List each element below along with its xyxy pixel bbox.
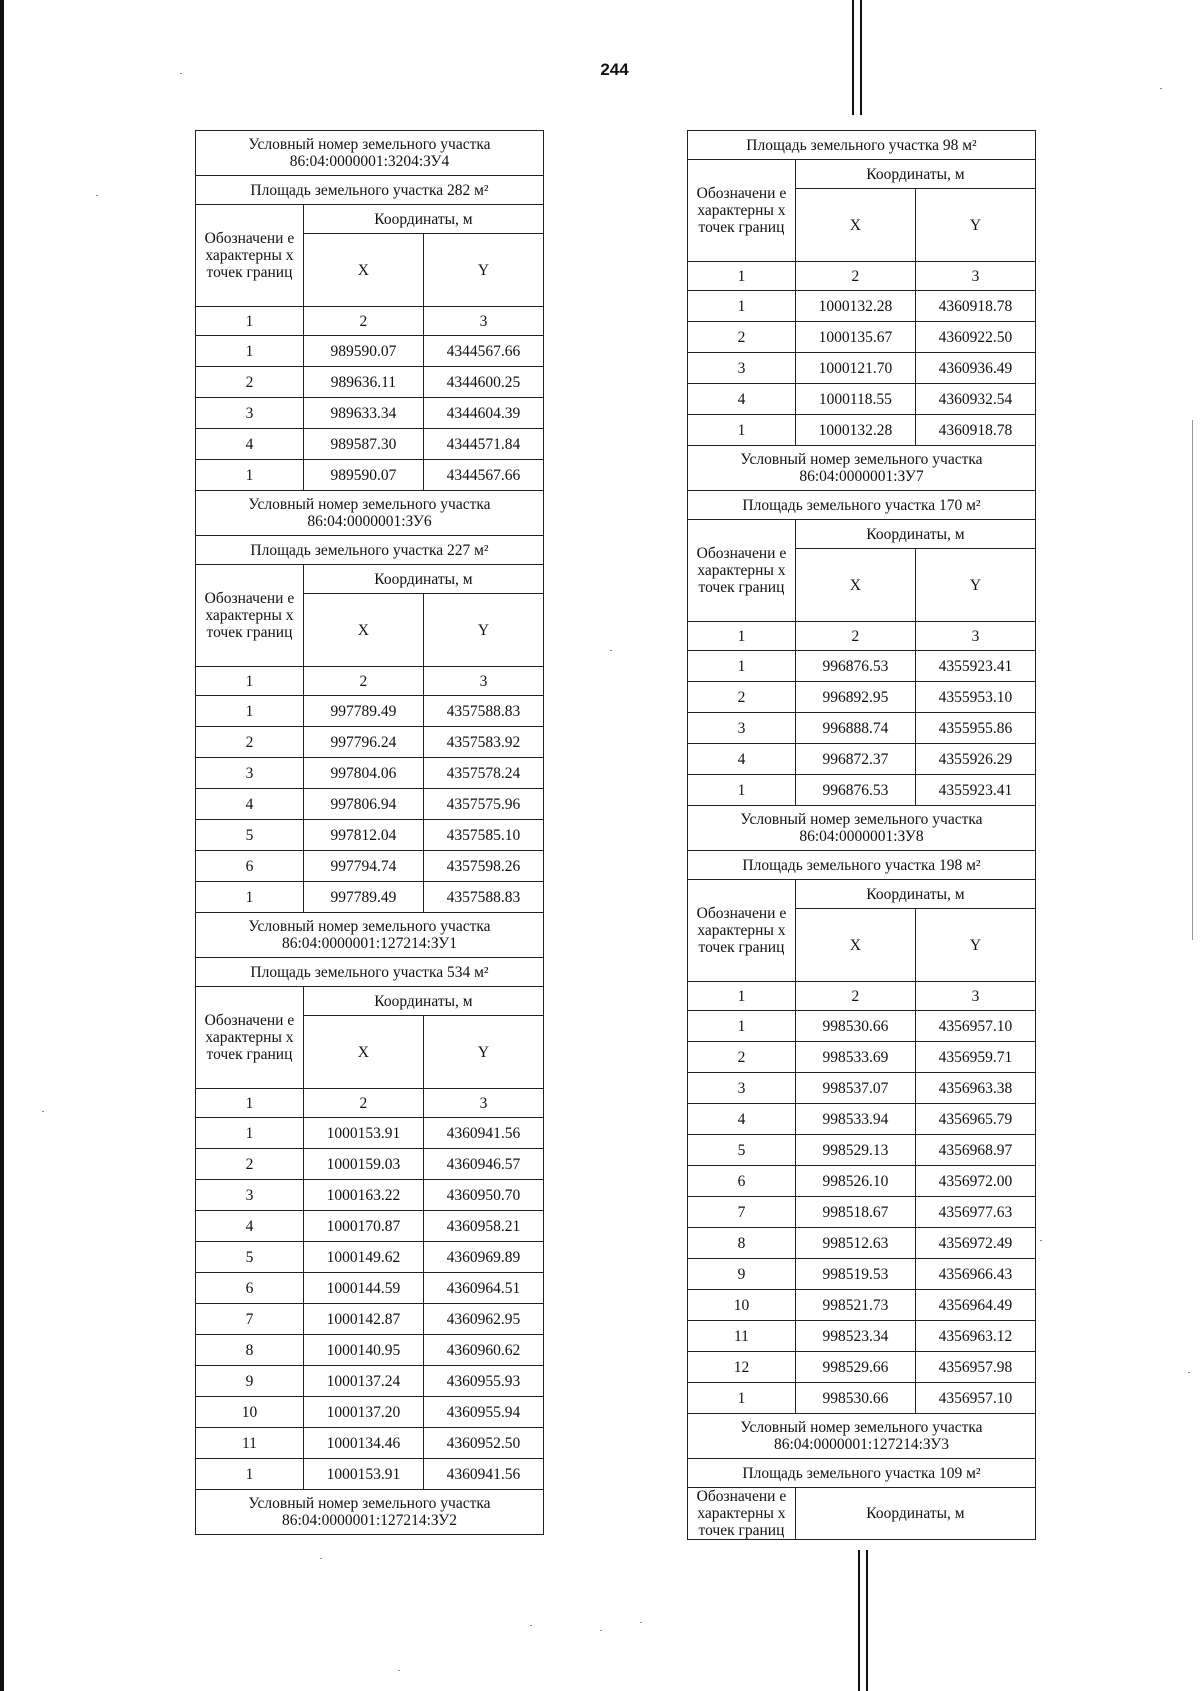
table-row [688,1290,1036,1321]
coordinate-y: 4356977.63 [915,1197,1035,1228]
scan-line-top-right [852,0,854,115]
coordinate-x: 989587.30 [303,429,423,460]
parcel-title: Условный номер земельного участка 86:04:0000001:127214:ЗУ1 [196,913,544,958]
point-number: 4 [196,429,304,460]
column-number: 2 [303,1089,423,1118]
table-row [196,1211,544,1242]
table-row [688,1352,1036,1383]
coordinate-x: 997812.04 [303,820,423,851]
parcel-title: Условный номер земельного участка 86:04:0000001:ЗУ7 [688,446,1036,491]
coordinate-x: 1000135.67 [795,322,915,353]
y-header: Y [423,594,543,667]
column-number-row [196,667,544,696]
coordinate-y: 4356965.79 [915,1104,1035,1135]
table-row [196,429,544,460]
table-row [688,1073,1036,1104]
point-number: 3 [688,1073,796,1104]
coordinate-y: 4356957.10 [915,1011,1035,1042]
point-number: 2 [688,682,796,713]
coordinate-y: 4360918.78 [915,415,1035,446]
parcel-title-row [196,131,544,176]
left-column [195,130,544,1535]
column-number-row [688,622,1036,651]
parcel-title-row [688,806,1036,851]
column-number-row [196,307,544,336]
coordinate-y: 4360955.93 [423,1366,543,1397]
coordinate-y: 4360932.54 [915,384,1035,415]
scan-speck [530,1625,532,1626]
y-header: Y [915,909,1035,982]
table-row [196,758,544,789]
point-number: 3 [196,1180,304,1211]
table-row [196,1273,544,1304]
table-row [196,1397,544,1428]
parcel-title-row [196,913,544,958]
coordinate-x: 998519.53 [795,1259,915,1290]
column-number: 3 [915,982,1035,1011]
scan-line-right-edge [1192,420,1193,940]
coordinate-y: 4344567.66 [423,460,543,491]
x-header: X [795,909,915,982]
scan-border-left [0,0,4,1691]
point-number: 1 [196,696,304,727]
x-header: X [795,549,915,622]
point-number: 4 [688,744,796,775]
point-number: 2 [688,1042,796,1073]
coordinate-y: 4357588.83 [423,882,543,913]
point-number: 9 [688,1259,796,1290]
table-row [688,322,1036,353]
column-number: 1 [688,622,796,651]
coordinate-x: 1000142.87 [303,1304,423,1335]
coordinate-x: 998523.34 [795,1321,915,1352]
coordinate-x: 1000153.91 [303,1459,423,1490]
point-number: 1 [688,291,796,322]
coordinate-x: 1000118.55 [795,384,915,415]
point-number: 8 [196,1335,304,1366]
coordinate-y: 4356957.98 [915,1352,1035,1383]
column-number: 1 [196,667,304,696]
point-number: 7 [196,1304,304,1335]
parcel-area: Площадь земельного участка 109 м² [688,1459,1036,1488]
scan-speck [1040,1240,1042,1241]
point-number: 9 [196,1366,304,1397]
x-header: X [795,189,915,262]
coordinate-y: 4355953.10 [915,682,1035,713]
table-row [688,291,1036,322]
coordinate-x: 996892.95 [795,682,915,713]
parcel-area-row [688,491,1036,520]
point-number: 1 [196,1118,304,1149]
coordinate-y: 4357578.24 [423,758,543,789]
scan-speck [320,1558,322,1559]
point-number: 2 [196,367,304,398]
column-number-row [196,1089,544,1118]
table-header-row [196,987,544,1016]
parcel-table-left [195,130,544,1535]
table-row [688,1104,1036,1135]
scan-line-top-right-2 [860,0,862,115]
coordinate-y: 4356963.12 [915,1321,1035,1352]
table-row [196,1149,544,1180]
table-row [196,1335,544,1366]
y-header: Y [915,549,1035,622]
point-number: 1 [688,1383,796,1414]
point-number: 1 [688,415,796,446]
column-number-row [688,262,1036,291]
coordinate-y: 4344604.39 [423,398,543,429]
point-number: 2 [196,727,304,758]
scan-speck [180,73,182,74]
column-number: 3 [423,667,543,696]
table-header-row [196,565,544,594]
coordinate-x: 996888.74 [795,713,915,744]
column-number: 1 [196,1089,304,1118]
table-row [688,1135,1036,1166]
coordinate-x: 998537.07 [795,1073,915,1104]
coordinate-x: 1000153.91 [303,1118,423,1149]
coordinate-x: 989636.11 [303,367,423,398]
table-row [688,384,1036,415]
table-row [196,820,544,851]
coordinate-y: 4356968.97 [915,1135,1035,1166]
coordinate-x: 996876.53 [795,775,915,806]
point-number: 5 [196,820,304,851]
parcel-area: Площадь земельного участка 227 м² [196,536,544,565]
coordinate-x: 997796.24 [303,727,423,758]
point-number: 4 [196,789,304,820]
point-number: 7 [688,1197,796,1228]
table-header-row [688,520,1036,549]
coordinate-y: 4360964.51 [423,1273,543,1304]
point-number: 8 [688,1228,796,1259]
coordinate-x: 1000144.59 [303,1273,423,1304]
point-number: 5 [196,1242,304,1273]
table-row [196,882,544,913]
point-number: 3 [688,713,796,744]
point-number: 10 [196,1397,304,1428]
parcel-area: Площадь земельного участка 282 м² [196,176,544,205]
table-row [196,367,544,398]
coordinate-x: 1000170.87 [303,1211,423,1242]
coordinate-x: 1000134.46 [303,1428,423,1459]
table-row [688,1259,1036,1290]
table-header-row [688,1488,1036,1540]
coordinate-y: 4360952.50 [423,1428,543,1459]
coordinate-y: 4357598.26 [423,851,543,882]
coordinate-y: 4360950.70 [423,1180,543,1211]
coordinate-y: 4360962.95 [423,1304,543,1335]
parcel-title: Условный номер земельного участка 86:04:0000001:ЗУ8 [688,806,1036,851]
table-row [196,1366,544,1397]
table-row [688,1042,1036,1073]
coordinate-x: 997789.49 [303,696,423,727]
coordinates-header: Координаты, м [795,160,1035,189]
table-row [196,336,544,367]
coordinate-x: 998530.66 [795,1383,915,1414]
point-number: 11 [196,1428,304,1459]
point-number: 1 [196,460,304,491]
parcel-title-row [196,1490,544,1535]
coordinates-header: Координаты, м [795,1488,1035,1540]
scan-speck [96,195,98,196]
parcel-area: Площадь земельного участка 198 м² [688,851,1036,880]
coordinate-x: 998533.94 [795,1104,915,1135]
table-row [688,651,1036,682]
coordinate-y: 4356972.00 [915,1166,1035,1197]
coordinate-x: 997789.49 [303,882,423,913]
coordinate-y: 4356957.10 [915,1383,1035,1414]
coordinate-y: 4356964.49 [915,1290,1035,1321]
coordinate-y: 4357583.92 [423,727,543,758]
column-number-row [688,982,1036,1011]
coordinate-x: 1000137.20 [303,1397,423,1428]
parcel-title-row [688,446,1036,491]
scan-speck [398,1670,400,1671]
point-number: 3 [688,353,796,384]
scan-speck [42,1111,44,1112]
scan-speck [610,650,612,651]
coordinate-x: 998533.69 [795,1042,915,1073]
column-number: 1 [196,307,304,336]
column-number: 3 [423,1089,543,1118]
table-row [196,1180,544,1211]
coordinate-x: 989590.07 [303,336,423,367]
x-header: X [303,1016,423,1089]
table-row [196,1428,544,1459]
coordinate-x: 998512.63 [795,1228,915,1259]
point-number: 1 [688,775,796,806]
table-row [196,460,544,491]
y-header: Y [915,189,1035,262]
parcel-area: Площадь земельного участка 534 м² [196,958,544,987]
coordinate-x: 1000159.03 [303,1149,423,1180]
coordinate-x: 998529.13 [795,1135,915,1166]
table-header-row [196,205,544,234]
column-number: 1 [688,982,796,1011]
coordinates-header: Координаты, м [795,880,1035,909]
coordinate-y: 4360955.94 [423,1397,543,1428]
scan-speck [600,1630,602,1631]
scan-speck [640,1622,642,1623]
point-number: 4 [688,1104,796,1135]
coordinate-x: 1000149.62 [303,1242,423,1273]
scan-speck [1160,88,1162,89]
designation-header: Обозначени е характерны х точек границ [196,565,304,667]
coordinate-y: 4344600.25 [423,367,543,398]
point-number: 4 [688,384,796,415]
coordinates-header: Координаты, м [303,987,543,1016]
column-number: 3 [915,262,1035,291]
point-number: 2 [196,1149,304,1180]
coordinate-y: 4357588.83 [423,696,543,727]
column-number: 3 [915,622,1035,651]
table-row [688,1321,1036,1352]
column-number: 3 [423,307,543,336]
coordinate-x: 1000121.70 [795,353,915,384]
designation-header: Обозначени е характерны х точек границ [196,205,304,307]
coordinate-y: 4360969.89 [423,1242,543,1273]
designation-header: Обозначени е характерны х точек границ [196,987,304,1089]
table-row [688,682,1036,713]
coordinate-y: 4357585.10 [423,820,543,851]
coordinate-x: 989590.07 [303,460,423,491]
point-number: 5 [688,1135,796,1166]
coordinate-x: 998521.73 [795,1290,915,1321]
coordinate-y: 4344567.66 [423,336,543,367]
parcel-area-row [196,958,544,987]
coordinate-y: 4355926.29 [915,744,1035,775]
table-row [688,775,1036,806]
coordinate-x: 1000132.28 [795,415,915,446]
designation-header: Обозначени е характерны х точек границ [688,880,796,982]
coordinate-y: 4357575.96 [423,789,543,820]
table-row [196,1118,544,1149]
table-row [196,789,544,820]
coordinate-y: 4355923.41 [915,651,1035,682]
table-row [196,696,544,727]
column-number: 2 [795,982,915,1011]
coordinate-x: 989633.34 [303,398,423,429]
parcel-title-row [688,1414,1036,1459]
point-number: 2 [688,322,796,353]
coordinate-x: 1000140.95 [303,1335,423,1366]
table-row [688,713,1036,744]
column-number: 2 [795,622,915,651]
coordinate-y: 4360946.57 [423,1149,543,1180]
column-number: 2 [303,307,423,336]
coordinate-y: 4360918.78 [915,291,1035,322]
table-row [688,1011,1036,1042]
coordinate-y: 4355955.86 [915,713,1035,744]
scan-line-bottom-right-2 [866,1550,868,1691]
table-row [196,398,544,429]
coordinate-y: 4360941.56 [423,1459,543,1490]
table-row [688,1383,1036,1414]
point-number: 1 [688,1011,796,1042]
coordinate-y: 4356966.43 [915,1259,1035,1290]
table-header-row [688,880,1036,909]
parcel-area-row [196,536,544,565]
parcel-title-row [196,491,544,536]
parcel-area-row [196,176,544,205]
parcel-title: Условный номер земельного участка 86:04:0000001:127214:ЗУ2 [196,1490,544,1535]
table-row [688,415,1036,446]
designation-header: Обозначени е характерны х точек границ [688,520,796,622]
table-row [688,353,1036,384]
table-header-row [688,160,1036,189]
point-number: 1 [688,651,796,682]
column-number: 2 [303,667,423,696]
point-number: 6 [196,851,304,882]
parcel-title: Условный номер земельного участка 86:04:0000001:127214:ЗУ3 [688,1414,1036,1459]
coordinate-y: 4344571.84 [423,429,543,460]
coordinate-y: 4360936.49 [915,353,1035,384]
coordinate-y: 4355923.41 [915,775,1035,806]
coordinate-x: 996876.53 [795,651,915,682]
coordinate-x: 997804.06 [303,758,423,789]
parcel-area: Площадь земельного участка 98 м² [688,131,1036,160]
designation-header: Обозначени е характерны х точек границ [688,1488,796,1540]
point-number: 4 [196,1211,304,1242]
designation-header: Обозначени е характерны х точек границ [688,160,796,262]
point-number: 1 [196,1459,304,1490]
point-number: 3 [196,758,304,789]
parcel-title: Условный номер земельного участка 86:04:0000001:ЗУ6 [196,491,544,536]
parcel-area-row [688,1459,1036,1488]
coordinate-y: 4360958.21 [423,1211,543,1242]
right-column [687,130,1036,1540]
coordinate-x: 998530.66 [795,1011,915,1042]
table-row [688,744,1036,775]
point-number: 6 [688,1166,796,1197]
table-row [196,1304,544,1335]
coordinate-x: 998526.10 [795,1166,915,1197]
coordinate-x: 1000137.24 [303,1366,423,1397]
coordinate-x: 1000163.22 [303,1180,423,1211]
point-number: 1 [196,882,304,913]
table-row [196,851,544,882]
y-header: Y [423,234,543,307]
coordinate-x: 997806.94 [303,789,423,820]
coordinate-x: 998518.67 [795,1197,915,1228]
coordinate-x: 998529.66 [795,1352,915,1383]
coordinate-x: 1000132.28 [795,291,915,322]
table-row [196,1459,544,1490]
coordinate-y: 4356972.49 [915,1228,1035,1259]
coordinates-header: Координаты, м [303,205,543,234]
point-number: 6 [196,1273,304,1304]
point-number: 3 [196,398,304,429]
coordinate-x: 997794.74 [303,851,423,882]
parcel-area-row [688,131,1036,160]
parcel-area: Площадь земельного участка 170 м² [688,491,1036,520]
table-row [688,1228,1036,1259]
point-number: 10 [688,1290,796,1321]
parcel-table-right [687,130,1036,1540]
coordinate-y: 4356959.71 [915,1042,1035,1073]
y-header: Y [423,1016,543,1089]
x-header: X [303,234,423,307]
point-number: 1 [196,336,304,367]
coordinates-header: Координаты, м [303,565,543,594]
point-number: 12 [688,1352,796,1383]
point-number: 11 [688,1321,796,1352]
coordinate-y: 4360922.50 [915,322,1035,353]
table-row [196,1242,544,1273]
table-row [688,1197,1036,1228]
coordinate-y: 4360960.62 [423,1335,543,1366]
table-row [196,727,544,758]
page-number: 244 [600,60,629,79]
parcel-area-row [688,851,1036,880]
scan-speck [1188,1372,1190,1373]
coordinates-header: Координаты, м [795,520,1035,549]
column-number: 1 [688,262,796,291]
x-header: X [303,594,423,667]
column-number: 2 [795,262,915,291]
coordinate-y: 4356963.38 [915,1073,1035,1104]
scan-line-bottom-right [858,1550,860,1691]
coordinate-y: 4360941.56 [423,1118,543,1149]
table-row [688,1166,1036,1197]
parcel-title: Условный номер земельного участка 86:04:0000001:3204:ЗУ4 [196,131,544,176]
coordinate-x: 996872.37 [795,744,915,775]
